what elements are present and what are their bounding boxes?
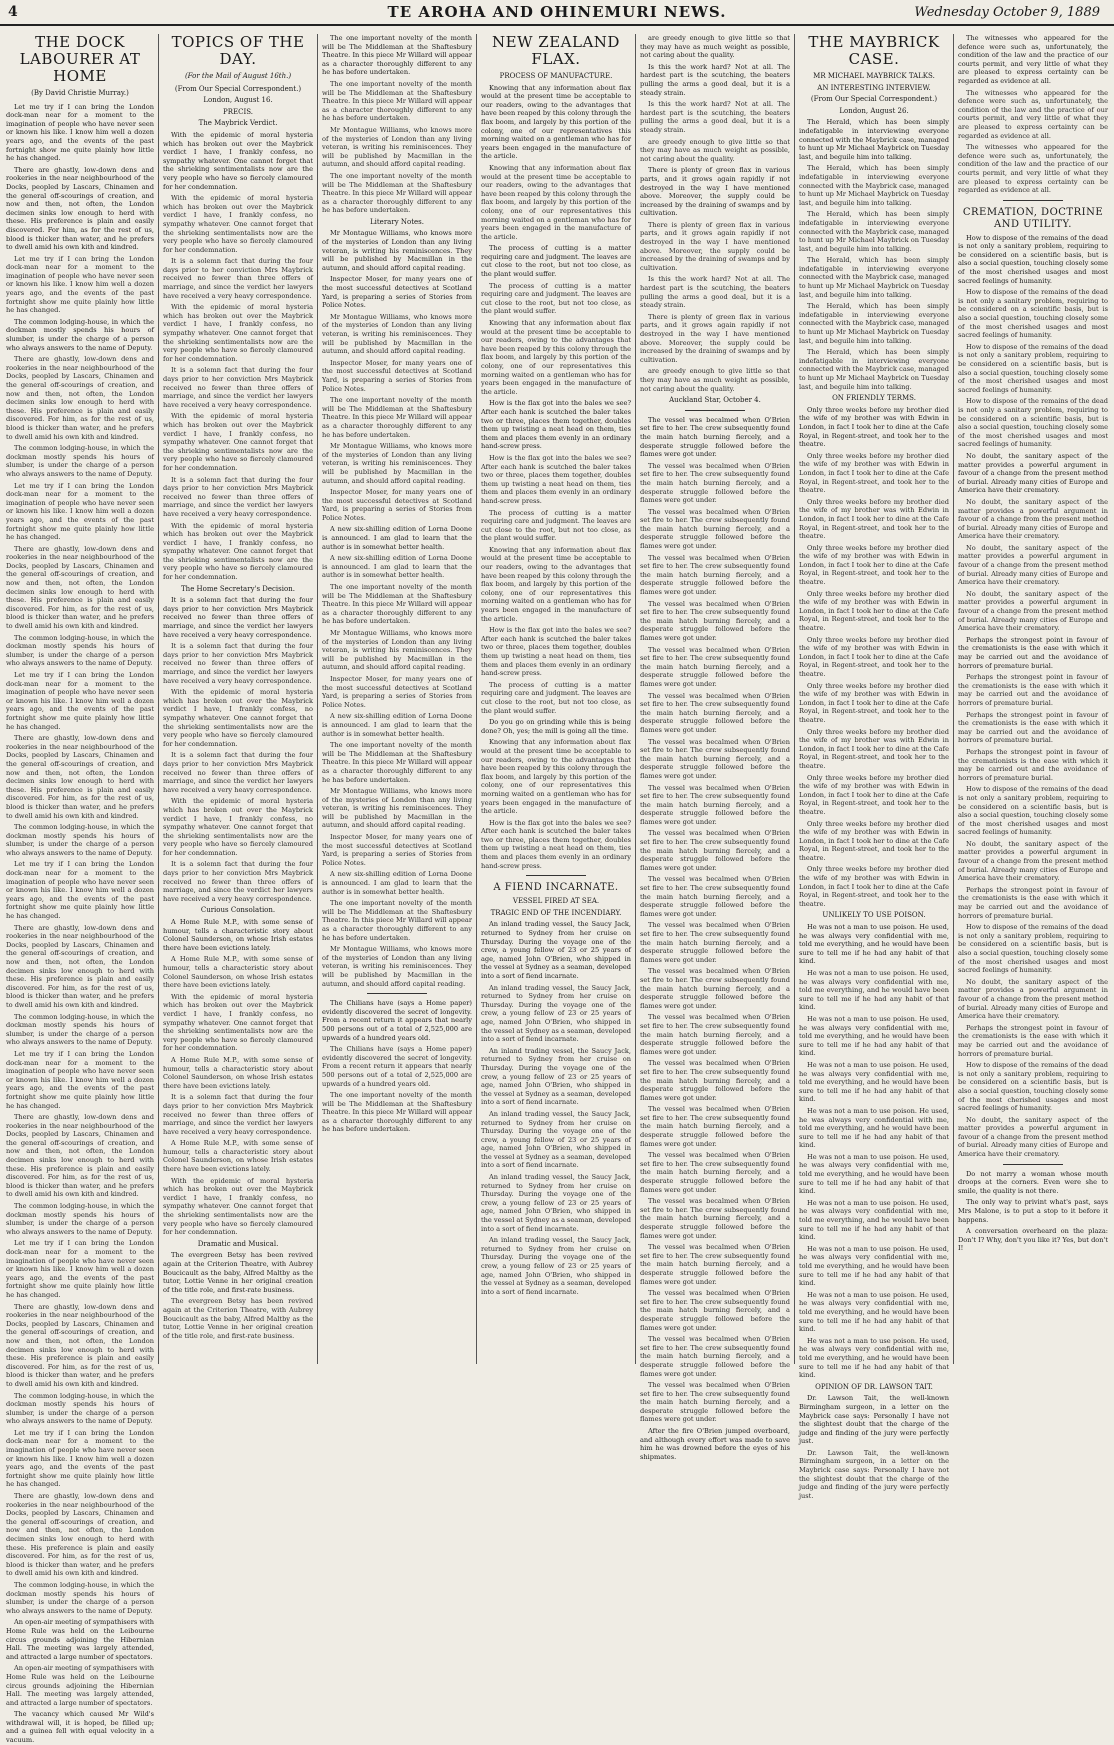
source-credit: Auckland Star, October 4. (669, 396, 761, 405)
paragraph: Mr Montague Williams, who knows more of the mysteries of London than any living veteran, is writing his reminiscences. They will be published by Macmillan in the autumn, and should afford capital reading. (322, 125, 472, 169)
paragraph: How to dispose of the remains of the dead is not only a sanitary problem, requiring to be considered on a scientific basis, but is also a social question, touching closely some of the most cherished usages and most sacred feelings of humanity. (958, 1061, 1108, 1113)
paragraph: A Home Rule M.P., with some sense of humour, tells a characteristic story about Colonel Saunderson, on whose Irish estates there have been evictions lately. (163, 1055, 313, 1090)
paragraph: With the epidemic of moral hysteria which has broken out over the Maybrick verdict I have, I frankly confess, no sympathy whatever. One cannot forget that the shrieking sentimentalists now are the very people who have so fiercely clamoured for her condemnation. (163, 521, 313, 582)
paragraph: Mr Montague Williams, who knows more of the mysteries of London than any living veteran, is writing his reminiscences. They will be published by Macmillan in the autumn, and should afford capital reading. (322, 229, 472, 272)
paragraph: With the epidemic of moral hysteria which has broken out over the Maybrick verdict I have, I frankly confess, no sympathy whatever. One cannot forget that the shrieking sentimentalists now are the very people who have so fiercely clamoured for her condemnation. (163, 194, 313, 254)
paragraph: Perhaps the strongest point in favour of the cremationists is the ease with which it may be carried out and the avoidance of horrors of premature burial. (958, 747, 1108, 782)
paragraph: He was not a man to use poison. He used, he was always very confidential with me, told me everything, and he would have been sure to tell me if he had any habit of that kind. (799, 1060, 949, 1104)
paragraph: He was not a man to use poison. He used, he was always very confidential with me, told me everything, and he would have been sure to tell me if he had any habit of that kind. (799, 1290, 949, 1334)
paragraph: The common lodging-house, in which the dockman mostly spends his hours of slumber, is under the charge of a person who always answers to the name of Deputy. (6, 444, 154, 478)
paragraph: Inspector Moser, for many years one of the most successful detectives at Scotland Yard, is preparing a series of Stories from Police Notes. (322, 275, 472, 310)
paragraph: Knowing that any information about flax would at the present time be acceptable to our readers, owing to the advantages that have been reaped by this colony through the flax boom, and largely by this portion of the colony, one of our representatives this morning waited on a gentleman who has for years been engaged in the manufacture of the article. (481, 319, 631, 396)
paragraph: The witnesses who appeared for the defence were such as, unfortunately, the condition of the law and the practice of our courts permit, and very little of what they are pleased to express certainty can be regarded as evidence at all. (958, 34, 1108, 85)
column-5 (638, 34, 792, 1461)
paragraph: The witnesses who appeared for the defence were such as, unfortunately, the condition of the law and the practice of our courts permit, and very little of what they are pleased to express certainty can be regarded as evidence at all. (958, 88, 1108, 140)
paragraph: No doubt, the sanitary aspect of the matter provides a powerful argument in favour of a change from the present method of burial. Already many cities of Europe and America have their crematory. (958, 543, 1108, 587)
paragraph: It is a solemn fact that during the four days prior to her conviction Mrs Maybrick received no fewer than three offers of marriage, and since the verdict her lawyers have received a very heavy correspondence. (163, 751, 313, 794)
divider (1003, 200, 1063, 201)
paragraph: He was not a man to use poison. He used, he was always very confidential with me, told me everything, and he would have been sure to tell me if he had any habit of that kind. (799, 1244, 949, 1288)
paragraph: With the epidemic of moral hysteria which has broken out over the Maybrick verdict I have, I frankly confess, no sympathy whatever. One cannot forget that the shrieking sentimentalists now are the very people who have so fiercely clamoured for her condemnation. (163, 797, 313, 857)
paragraph: Only three weeks before my brother died the wife of my brother was with Edwin in London, in fact I took her to dine at the Cafe Royal, in Regent-street, and took her to the theatre. (799, 451, 949, 495)
paragraph: He was not a man to use poison. He used, he was always very confidential with me, told me everything, and he would have been sure to tell me if he had any habit of that kind. (799, 1014, 949, 1058)
paragraph: The common lodging-house, in which the dockman mostly spends his hours of slumber, is under the charge of a person who always answers to the name of Deputy. (6, 823, 154, 857)
paragraph: With the epidemic of moral hysteria which has broken out over the Maybrick verdict I have, I frankly confess, no sympathy whatever. One cannot forget that the shrieking sentimentalists now are the very people who have so fiercely clamoured for her condemnation. (163, 1176, 313, 1237)
masthead (0, 0, 1114, 26)
column-rule (953, 34, 954, 1364)
page-number: 4 (8, 4, 18, 20)
paragraph: He was not a man to use poison. He used, he was always very confidential with me, told me everything, and he would have been sure to tell me if he had any habit of that kind. (799, 969, 949, 1012)
paragraph: Perhaps the strongest point in favour of the cremationists is the ease with which it may be carried out and the avoidance of horrors of premature burial. (958, 885, 1108, 920)
paragraph: There are ghastly, low-down dens and rookeries in the near neighbourhood of the Docks, peopled by Lascars, Chinamen and the general off-scourings of creation, and now and then, not often, the London decimen sinks low enough to herd with these. His preference is plain and easily discovered. For him, as for the rest of us, blood is thicker than water, and he prefers to dwell amid his own kith and kindred. (6, 165, 154, 252)
paragraph: The common lodging-house, in which the dockman mostly spends his hours of slumber, is under the charge of a person who always answers to the name of Deputy. (6, 1202, 154, 1236)
paragraph: No doubt, the sanitary aspect of the matter provides a powerful argument in favour of a change from the present method of burial. Already many cities of Europe and America have their crematory. (958, 1115, 1108, 1159)
paragraph: The vacancy which caused Mr Wild's withdrawal will, it is hoped, be filled up; and a guinea fell with equal velocity in a vacuum. (6, 1710, 154, 1745)
paragraph: The vessel was becalmed when O'Brien set fire to her. The crew subsequently found the main hatch burning fiercely, and a desperate struggle followed before the flames were got under. (640, 1105, 790, 1148)
column-2 (161, 34, 315, 1364)
subheadline: MR MICHAEL MAYBRICK TALKS. (813, 72, 935, 80)
paragraph: It is a solemn fact that during the four days prior to her conviction Mrs Maybrick received no fewer than three offers of marriage, and since the verdict her lawyers have received a very heavy correspondence. (163, 1093, 313, 1136)
paragraph: How to dispose of the remains of the dead is not only a sanitary problem, requiring to be considered on a scientific basis, but is also a social question, touching closely some of the most cherished usages and most sacred feelings of humanity. (958, 342, 1108, 394)
paragraph: Is this the work hard? Not at all. The hardest part is the scutching, the beaters pulling the arms a good deal, but it is a steady strain. (640, 275, 790, 310)
paragraph: The Herald, which has been simply indefatigable in interviewing everyone connected with the Maybrick case, managed to hunt up Mr Michael Maybrick on Tuesday last, and beguile him into talking. (799, 348, 949, 391)
paragraph: Mr Montague Williams, who knows more of the mysteries of London than any living veteran, is writing his reminiscences. They will be published by Macmillan in the autumn, and should afford capital reading. (322, 312, 472, 356)
paragraph: The vessel was becalmed when O'Brien set fire to her. The crew subsequently found the main hatch burning fiercely, and a desperate struggle followed before the flames were got under. (640, 1151, 790, 1194)
paragraph: How to dispose of the remains of the dead is not only a sanitary problem, requiring to be considered on a scientific basis, but is also a social question, touching closely some of the most cherished usages and most sacred feelings of humanity. (958, 288, 1108, 340)
section-title: Dramatic and Musical. (197, 1239, 279, 1248)
paragraph: The common lodging-house, in which the dockman mostly spends his hours of slumber, is under the charge of a person who always answers to the name of Deputy. (6, 1012, 154, 1047)
paragraph: The process of cutting is a matter requiring care and judgment. The leaves are cut close to the root, but not too close, as the plant would suffer. (481, 680, 631, 715)
section-title: The Home Secretary's Decision. (181, 584, 295, 593)
paragraph: It is a solemn fact that during the four days prior to her conviction Mrs Maybrick received no fewer than three offers of marriage, and since the verdict her lawyers have received a very heavy correspondence. (163, 642, 313, 685)
paragraph: A new six-shilling edition of Lorna Doone is announced. I am glad to learn that the author is in somewhat better health. (322, 870, 472, 896)
issue-date: Wednesday October 9, 1889 (914, 5, 1100, 20)
paragraph: He was not a man to use poison. He used, he was always very confidential with me, told me everything, and he would have been sure to tell me if he had any habit of that kind. (799, 1336, 949, 1380)
paragraph: A new six-shilling edition of Lorna Doone is announced. I am glad to learn that the author is in somewhat better health. (322, 554, 472, 580)
paragraph: The vessel was becalmed when O'Brien set fire to her. The crew subsequently found the main hatch burning fiercely, and a desperate struggle followed before the flames were got under. (640, 691, 790, 734)
paragraph: The common lodging-house, in which the dockman mostly spends his hours of slumber, is under the charge of a person who always answers to the name of Deputy. (6, 1580, 154, 1615)
paragraph: The vessel was becalmed when O'Brien set fire to her. The crew subsequently found the main hatch burning fiercely, and a desperate struggle followed before the flames were got under. (640, 553, 790, 597)
paragraph: With the epidemic of moral hysteria which has broken out over the Maybrick verdict I have, I frankly confess, no sympathy whatever. One cannot forget that the shrieking sentimentalists now are the very people who have so fiercely clamoured for her condemnation. (163, 303, 313, 363)
paragraph: No doubt, the sanitary aspect of the matter provides a powerful argument in favour of a change from the present method of burial. Already many cities of Europe and America have their crematory. (958, 839, 1108, 883)
paragraph: The vessel was becalmed when O'Brien set fire to her. The crew subsequently found the main hatch burning fiercely, and a desperate struggle followed before the flames were got under. (640, 461, 790, 505)
paragraph: A Home Rule M.P., with some sense of humour, tells a characteristic story about Colonel Saunderson, on whose Irish estates there have been evictions lately. (163, 955, 313, 990)
paragraph: An inland trading vessel, the Saucy Jack, returned to Sydney from her cruise on Thursday. During the voyage one of the crew, a young fellow of 23 or 25 years of age, named John O'Brien, who shipped in the vessel at Sydney as a seaman, developed into a sort of fiend incarnate. (481, 1173, 631, 1233)
paragraph: There are ghastly, low-down dens and rookeries in the near neighbourhood of the Docks, peopled by Lascars, Chinamen and the general off-scourings of creation, and now and then, not often, the London decimen sinks low enough to herd with these. His preference is plain and easily discovered. For him, as for the rest of us, blood is thicker than water, and he prefers to dwell amid his own kith and kindred. (6, 1492, 154, 1578)
paragraph: The Herald, which has been simply indefatigable in interviewing everyone connected with the Maybrick case, managed to hunt up Mr Michael Maybrick on Tuesday last, and beguile him into talking. (799, 210, 949, 253)
paragraph: The vessel was becalmed when O'Brien set fire to her. The crew subsequently found the main hatch burning fiercely, and a desperate struggle followed before the flames were got under. (640, 829, 790, 872)
article-headline: CREMATION, DOCTRINE AND UTILITY. (962, 206, 1104, 230)
paragraph: are greedy enough to give little so that they may have as much weight as possible, not caring about the quality. (640, 367, 790, 393)
paragraph: Only three weeks before my brother died the wife of my brother was with Edwin in London, in fact I took her to dine at the Cafe Royal, in Regent-street, and took her to the theatre. (799, 865, 949, 908)
paragraph: The common lodging-house, in which the dockman mostly spends his hours of slumber, is under the charge of a person who always answers to the name of Deputy. (6, 1391, 154, 1426)
paragraph: Dr. Lawson Tait, the well-known Birmingham surgeon, in a letter on the Maybrick case says: Personally I have not the slightest doubt that the charge of the judge and finding of the jury were perfectly just. (799, 1448, 949, 1500)
paragraph: Dr. Lawson Tait, the well-known Birmingham surgeon, in a letter on the Maybrick case says: Personally I have not the slightest doubt that the charge of the judge and finding of the jury were perfectly just. (799, 1394, 949, 1446)
paragraph: The vessel was becalmed when O'Brien set fire to her. The crew subsequently found the main hatch burning fiercely, and a desperate struggle followed before the flames were got under. (640, 1381, 790, 1424)
section-title: OPINION OF DR. LAWSON TAIT. (815, 1382, 933, 1391)
paragraph: The vessel was becalmed when O'Brien set fire to her. The crew subsequently found the main hatch burning fiercely, and a desperate struggle followed before the flames were got under. (640, 1335, 790, 1378)
paragraph: The one important novelty of the month will be The Middleman at the Shaftesbury Theatre. In this piece Mr Willard will appear as a character thoroughly different to any he has before undertaken. (322, 899, 472, 942)
paragraph: How to dispose of the remains of the dead is not only a sanitary problem, requiring to be considered on a scientific basis, but is also a social question, touching closely some of the most cherished usages and most sacred feelings of humanity. (958, 397, 1108, 449)
paragraph: The Chilians have (says a Home paper) evidently discovered the secret of longevity. From a recent return it appears that nearly 500 persons out of a total of 2,525,000 are upwards of a hundred years old. (322, 999, 472, 1042)
article-headline: NEW ZEALAND FLAX. (492, 33, 620, 68)
paragraph: How to dispose of the remains of the dead is not only a sanitary problem, requiring to be considered on a scientific basis, but is also a social question, touching closely some of the most cherished usages and most sacred feelings of humanity. (958, 923, 1108, 975)
paragraph: The vessel was becalmed when O'Brien set fire to her. The crew subsequently found the main hatch burning fiercely, and a desperate struggle followed before the flames were got under. (640, 967, 790, 1010)
paragraph: The evergreen Betsy has been revived again at the Criterion Theatre, with Aubrey Boucicault as the baby, Alfred Maltby as the tutor, Lottie Venne in her original creation of the title role, and first-rate business. (163, 1297, 313, 1340)
paragraph: How is the flax got into the bales we see? After each hank is scutched the baler takes two or three, places them together, doubles them up twisting a neat head on them, ties them and places them evenly in an ordinary hand-screw press. (481, 818, 631, 870)
paragraph: No doubt, the sanitary aspect of the matter provides a powerful argument in favour of a change from the present method of burial. Already many cities of Europe and America have their crematory. (958, 589, 1108, 633)
paragraph: The vessel was becalmed when O'Brien set fire to her. The crew subsequently found the main hatch burning fiercely, and a desperate struggle followed before the flames were got under. (640, 599, 790, 642)
paragraph: Let me try if I can bring the London dock-man near for a moment to the imagination of people who have never seen or known his like. I know him well a dozen years ago, and the events of the past fortnight show me quite plainly how little he has changed. (6, 102, 154, 163)
paragraph: The Herald, which has been simply indefatigable in interviewing everyone connected with the Maybrick case, managed to hunt up Mr Michael Maybrick on Tuesday last, and beguile him into talking. (799, 118, 949, 161)
paragraph: The vessel was becalmed when O'Brien set fire to her. The crew subsequently found the main hatch burning fiercely, and a desperate struggle followed before the flames were got under. (640, 415, 790, 459)
paragraph: The vessel was becalmed when O'Brien set fire to her. The crew subsequently found the main hatch burning fiercely, and a desperate struggle followed before the flames were got under. (640, 875, 790, 918)
divider (367, 993, 427, 994)
section-title: ON FRIENDLY TERMS. (832, 394, 916, 403)
paragraph: It is a solemn fact that during the four days prior to her conviction Mrs Maybrick received no fewer than three offers of marriage, and since the verdict her lawyers have received a very heavy correspondence. (163, 366, 313, 409)
paragraph: Perhaps the strongest point in favour of the cremationists is the ease with which it may be carried out and the avoidance of horrors of premature burial. (958, 635, 1108, 670)
paper-title: TE AROHA AND OHINEMURI NEWS. (387, 3, 727, 21)
precis-label: PRECIS. (223, 107, 253, 116)
paragraph: It is a solemn fact that during the four days prior to her conviction Mrs Maybrick received no fewer than three offers of marriage, and since the verdict her lawyers have received a very heavy correspondence. (163, 257, 313, 300)
paragraph: Only three weeks before my brother died the wife of my brother was with Edwin in London, in fact I took her to dine at the Cafe Royal, in Regent-street, and took her to the theatre. (799, 589, 949, 633)
paragraph: Perhaps the strongest point in favour of the cremationists is the ease with which it may be carried out and the avoidance of horrors of premature burial. (958, 1023, 1108, 1058)
paragraph: A new six-shilling edition of Lorna Doone is announced. I am glad to learn that the author is in somewhat better health. (322, 712, 472, 738)
paragraph: The one important novelty of the month will be The Middleman at the Shaftesbury Theatre. In this piece Mr Willard will appear as a character thoroughly different to any he has before undertaken. (322, 396, 472, 439)
article-headline: TOPICS OF THE DAY. (171, 33, 305, 68)
paragraph: Do you go on grinding while this is being done? Oh, yes; the mill is going all the time. (481, 718, 631, 735)
paragraph: Mr Montague Williams, who knows more of the mysteries of London than any living veteran, is writing his reminiscences. They will be published by Macmillan in the autumn, and should afford capital reading. (322, 787, 472, 830)
paragraph: He was not a man to use poison. He used, he was always very confidential with me, told me everything, and he would have been sure to tell me if he had any habit of that kind. (799, 1152, 949, 1196)
paragraph: Knowing that any information about flax would at the present time be acceptable to our readers, owing to the advantages that have been reaped by this colony through the flax boom, and largely by this portion of the colony, one of our representatives this morning waited on a gentleman who has for years been engaged in the manufacture of the article. (481, 163, 631, 241)
paragraph: An inland trading vessel, the Saucy Jack, returned to Sydney from her cruise on Thursday. During the voyage one of the crew, a young fellow of 23 or 25 years of age, named John O'Brien, who shipped in the vessel at Sydney as a seaman, developed into a sort of fiend incarnate. (481, 1109, 631, 1170)
paragraph: He was not a man to use poison. He used, he was always very confidential with me, told me everything, and he would have been sure to tell me if he had any habit of that kind. (799, 1106, 949, 1150)
divider (1003, 1164, 1063, 1165)
paragraph: Let me try if I can bring the London dock-man near for a moment to the imagination of people who have never seen or known his like. I know him well a dozen years ago, and the events of the past fortnight show me quite plainly how little he has changed. (6, 481, 154, 542)
paragraph: The Herald, which has been simply indefatigable in interviewing everyone connected with the Maybrick case, managed to hunt up Mr Michael Maybrick on Tuesday last, and beguile him into talking. (799, 256, 949, 299)
paragraph: It is a solemn fact that during the four days prior to her conviction Mrs Maybrick received no fewer than three offers of marriage, and since the verdict her lawyers have received a very heavy correspondence. (163, 860, 313, 903)
column-7 (956, 34, 1110, 1364)
paragraph: Mr Montague Williams, who knows more of the mysteries of London than any living veteran, is writing his reminiscences. They will be published by Macmillan in the autumn, and should afford capital reading. (322, 442, 472, 485)
paragraph: Inspector Moser, for many years one of the most successful detectives at Scotland Yard, is preparing a series of Stories from Police Notes. (322, 358, 472, 393)
paragraph: An open-air meeting of sympathisers with Home Rule was held on the Leibourne circus grounds adjoining the Hibernian Hall. The meeting was largely attended, and attracted a large number of spectators. (6, 1664, 154, 1707)
paragraph: With the epidemic of moral hysteria which has broken out over the Maybrick verdict I have, I frankly confess, no sympathy whatever. One cannot forget that the shrieking sentimentalists now are the very people who have so fiercely clamoured for her condemnation. (163, 130, 313, 191)
paragraph: Perhaps the strongest point in favour of the cremationists is the ease with which it may be carried out and the avoidance of horrors of premature burial. (958, 673, 1108, 707)
paragraph: The vessel was becalmed when O'Brien set fire to her. The crew subsequently found the main hatch burning fiercely, and a desperate struggle followed before the flames were got under. (640, 507, 790, 551)
paragraph: With the epidemic of moral hysteria which has broken out over the Maybrick verdict I have, I frankly confess, no sympathy whatever. One cannot forget that the shrieking sentimentalists now are the very people who have so fiercely clamoured for her condemnation. (163, 992, 313, 1053)
paragraph: No doubt, the sanitary aspect of the matter provides a powerful argument in favour of a change from the present method of burial. Already many cities of Europe and America have their crematory. (958, 451, 1108, 495)
dateline: (From Our Special Correspondent.) (174, 84, 302, 93)
paragraph: are greedy enough to give little so that they may have as much weight as possible, not caring about the quality. (640, 137, 790, 163)
paragraph: The vessel was becalmed when O'Brien set fire to her. The crew subsequently found the main hatch burning fiercely, and a desperate struggle followed before the flames were got under. (640, 1243, 790, 1286)
section-title: Curious Consolation. (200, 906, 276, 915)
paragraph: The vessel was becalmed when O'Brien set fire to her. The crew subsequently found the main hatch burning fiercely, and a desperate struggle followed before the flames were got under. (640, 1059, 790, 1102)
paragraph: How is the flax got into the bales we see? After each hank is scutched the baler takes two or three, places them together, doubles them up twisting a neat head on them, ties them and places them evenly in an ordinary hand-screw press. (481, 453, 631, 505)
paragraph: With the epidemic of moral hysteria which has broken out over the Maybrick verdict I have, I frankly confess, no sympathy whatever. One cannot forget that the shrieking sentimentalists now are the very people who have so fiercely clamoured for her condemnation. (163, 688, 313, 748)
paragraph: A Home Rule M.P., with some sense of humour, tells a characteristic story about Colonel Saunderson, on whose Irish estates there have been evictions lately. (163, 918, 313, 952)
paragraph: Only three weeks before my brother died the wife of my brother was with Edwin in London, in fact I took her to dine at the Cafe Royal, in Regent-street, and took her to the theatre. (799, 681, 949, 724)
column-4 (479, 34, 633, 1364)
paragraph: Inspector Moser, for many years one of the most successful detectives at Scotland Yard, is preparing a series of Stories from Police Notes. (322, 488, 472, 522)
paragraph: Is this the work hard? Not at all. The hardest part is the scutching, the beaters pulling the arms a good deal, but it is a steady strain. (640, 62, 790, 97)
subline: (For the Mail of August 16th.) (184, 72, 292, 80)
byline: (By David Christie Murray.) (31, 89, 129, 97)
paragraph: The one important novelty of the month will be The Middleman at the Shaftesbury Theatre. In this piece Mr Willard will appear as a character thoroughly different to any he has before undertaken. (322, 171, 472, 215)
paragraph: How is the flax got into the bales we see? After each hank is scutched the baler takes two or three, places them together, doubles them up twisting a neat head on them, ties them and places them evenly in an ordinary hand-screw press. (481, 399, 631, 451)
subheadline: AN INTERESTING INTERVIEW. (817, 83, 931, 92)
paragraph: How to dispose of the remains of the dead is not only a sanitary problem, requiring to be considered on a scientific basis, but is also a social question, touching closely some of the most cherished usages and most sacred feelings of humanity. (958, 785, 1108, 837)
paragraph: He was not a man to use poison. He used, he was always very confidential with me, told me everything, and he would have been sure to tell me if he had any habit of that kind. (799, 1198, 949, 1242)
paragraph: No doubt, the sanitary aspect of the matter provides a powerful argument in favour of a change from the present method of burial. Already many cities of Europe and America have their crematory. (958, 497, 1108, 541)
column-rule (794, 34, 795, 1364)
paragraph: The Herald, which has been simply indefatigable in interviewing everyone connected with the Maybrick case, managed to hunt up Mr Michael Maybrick on Tuesday last, and beguile him into talking. (799, 302, 949, 345)
paragraph: There are ghastly, low-down dens and rookeries in the near neighbourhood of the Docks, peopled by Lascars, Chinamen and the general off-scourings of creation, and now and then, not often, the London decimen sinks low enough to herd with these. His preference is plain and easily discovered. For him, as for the rest of us, blood is thicker than water, and he prefers to dwell amid his own kith and kindred. (6, 923, 154, 1009)
paragraph: Do not marry a woman whose mouth droops at the corners. Even were she to smile, the quality is not there. (958, 1169, 1108, 1195)
paragraph: The witnesses who appeared for the defence were such as, unfortunately, the condition of the law and the practice of our courts permit, and very little of what they are pleased to express certainty can be regarded as evidence at all. (958, 143, 1108, 195)
column-3 (320, 34, 474, 1364)
paragraph: The common lodging-house, in which the dockman mostly spends his hours of slumber, is under the charge of a person who always answers to the name of Deputy. (6, 633, 154, 668)
article-headline: A FIEND INCARNATE. (493, 882, 619, 894)
paragraph: An open-air meeting of sympathisers with Home Rule was held on the Leibourne circus grounds adjoining the Hibernian Hall. The meeting was largely attended, and attracted a large number of spectators. (6, 1618, 154, 1661)
paragraph: The vessel was becalmed when O'Brien set fire to her. The crew subsequently found the main hatch burning fiercely, and a desperate struggle followed before the flames were got under. (640, 1197, 790, 1240)
paragraph: The common lodging-house, in which the dockman mostly spends his hours of slumber, is under the charge of a person who always answers to the name of Deputy. (6, 317, 154, 352)
subheadline: TRAGIC END OF THE INCENDIARY. (490, 908, 622, 917)
column-rule (158, 34, 159, 1364)
paragraph: It is a solemn fact that during the four days prior to her conviction Mrs Maybrick received no fewer than three offers of marriage, and since the verdict her lawyers have received a very heavy correspondence. (163, 596, 313, 639)
paragraph: No doubt, the sanitary aspect of the matter provides a powerful argument in favour of a change from the present method of burial. Already many cities of Europe and America have their crematory. (958, 977, 1108, 1021)
paragraph: Knowing that any information about flax would at the present time be acceptable to our readers, owing to the advantages that have been reaped by this colony through the flax boom, and largely by this portion of the colony, one of our representatives this morning waited on a gentleman who has for years been engaged in the manufacture of the article. (481, 738, 631, 816)
paragraph: There is plenty of green flax in various parts, and it grows again rapidly if not destroyed in the way I have mentioned above. Moreover, the supply could be increased by the draining of swamps and by cultivation. (640, 312, 790, 364)
paragraph: An inland trading vessel, the Saucy Jack, returned to Sydney from her cruise on Thursday. During the voyage one of the crew, a young fellow of 23 or 25 years of age, named John O'Brien, who shipped in the vessel at Sydney as a seaman, developed into a sort of fiend incarnate. (481, 920, 631, 980)
section-title: The Maybrick Verdict. (198, 119, 278, 128)
paragraph: Perhaps the strongest point in favour of the cremationists is the ease with which it may be carried out and the avoidance of horrors of premature burial. (958, 710, 1108, 745)
paragraph: Only three weeks before my brother died the wife of my brother was with Edwin in London, in fact I took her to dine at the Cafe Royal, in Regent-street, and took her to the theatre. (799, 819, 949, 862)
paragraph: The process of cutting is a matter requiring care and judgment. The leaves are cut close to the root, but not too close, as the plant would suffer. (481, 281, 631, 316)
paragraph: The vessel was becalmed when O'Brien set fire to her. The crew subsequently found the main hatch burning fiercely, and a desperate struggle followed before the flames were got under. (640, 645, 790, 688)
paragraph: He was not a man to use poison. He used, he was always very confidential with me, told me everything, and he would have been sure to tell me if he had any habit of that kind. (799, 923, 949, 966)
paragraph: An inland trading vessel, the Saucy Jack, returned to Sydney from her cruise on Thursday. During the voyage one of the crew, a young fellow of 23 or 25 years of age, named John O'Brien, who shipped in the vessel at Sydney as a seaman, developed into a sort of fiend incarnate. (481, 1046, 631, 1107)
paragraph: Only three weeks before my brother died the wife of my brother was with Edwin in London, in fact I took her to dine at the Cafe Royal, in Regent-street, and took her to the theatre. (799, 497, 949, 541)
section-title: UNLIKELY TO USE POISON. (822, 911, 926, 920)
paragraph: The vessel was becalmed when O'Brien set fire to her. The crew subsequently found the main hatch burning fiercely, and a desperate struggle followed before the flames were got under. (640, 783, 790, 826)
paragraph: The vessel was becalmed when O'Brien set fire to her. The crew subsequently found the main hatch burning fiercely, and a desperate struggle followed before the flames were got under. (640, 1289, 790, 1332)
divider (685, 410, 745, 411)
column-1 (4, 33, 156, 1745)
paragraph: There are ghastly, low-down dens and rookeries in the near neighbourhood of the Docks, peopled by Lascars, Chinamen and the general off-scourings of creation, and now and then, not often, the London decimen sinks low enough to herd with these. His preference is plain and easily discovered. For him, as for the rest of us, blood is thicker than water, and he prefers to dwell amid his own kith and kindred. (6, 734, 154, 820)
place-date: London, August 16. (203, 96, 273, 105)
paragraph: There are ghastly, low-down dens and rookeries in the near neighbourhood of the Docks, peopled by Lascars, Chinamen and the general off-scourings of creation, and now and then, not often, the London decimen sinks low enough to herd with these. His preference is plain and easily discovered. For him, as for the rest of us, blood is thicker than water, and he prefers to dwell amid his own kith and kindred. (6, 1113, 154, 1199)
paragraph: There are ghastly, low-down dens and rookeries in the near neighbourhood of the Docks, peopled by Lascars, Chinamen and the general off-scourings of creation, and now and then, not often, the London decimen sinks low enough to herd with these. His preference is plain and easily discovered. For him, as for the rest of us, blood is thicker than water, and he prefers to dwell amid his own kith and kindred. (6, 355, 154, 441)
paragraph: Only three weeks before my brother died the wife of my brother was with Edwin in London, in fact I took her to dine at the Cafe Royal, in Regent-street, and took her to the theatre. (799, 635, 949, 678)
paragraph: The one important novelty of the month will be The Middleman at the Shaftesbury Theatre. In this piece Mr Willard will appear as a character thoroughly different to any he has before undertaken. (322, 583, 472, 626)
paragraph: The evergreen Betsy has been revived again at the Criterion Theatre, with Aubrey Boucicault as the baby, Alfred Maltby as the tutor, Lottie Venne in her original creation of the title role, and first-rate business. (163, 1251, 313, 1294)
paragraph: The Herald, which has been simply indefatigable in interviewing everyone connected with the Maybrick case, managed to hunt up Mr Michael Maybrick on Tuesday last, and beguile him into talking. (799, 164, 949, 207)
article-headline: THE DOCK LABOURER AT HOME (19, 33, 141, 85)
paragraph: Only three weeks before my brother died the wife of my brother was with Edwin in London, in fact I took her to dine at the Cafe Royal, in Regent-street, and took her to the theatre. (799, 727, 949, 770)
column-rule (317, 34, 318, 1364)
paragraph: There are ghastly, low-down dens and rookeries in the near neighbourhood of the Docks, peopled by Lascars, Chinamen and the general off-scourings of creation, and now and then, not often, the London decimen sinks low enough to herd with these. His preference is plain and easily discovered. For him, as for the rest of us, blood is thicker than water, and he prefers to dwell amid his own kith and kindred. (6, 1302, 154, 1388)
paragraph: Only three weeks before my brother died the wife of my brother was with Edwin in London, in fact I took her to dine at the Cafe Royal, in Regent-street, and took her to the theatre. (799, 543, 949, 587)
paragraph: The process of cutting is a matter requiring care and judgment. The leaves are cut close to the root, but not too close, as the plant would suffer. (481, 508, 631, 543)
paragraph: There is plenty of green flax in various parts, and it grows again rapidly if not destroyed in the way I have mentioned above. Moreover, the supply could be increased by the draining of swamps and by cultivation. (640, 220, 790, 272)
paragraph: Let me try if I can bring the London dock-man near for a moment to the imagination of people who have never seen or known his like. I know him well a dozen years ago, and the events of the past fortnight show me quite plainly how little he has changed. (6, 1239, 154, 1299)
paragraph: Let me try if I can bring the London dock-man near for a moment to the imagination of people who have never seen or known his like. I know him well a dozen years ago, and the events of the past fortnight show me quite plainly how little he has changed. (6, 671, 154, 731)
column-rule (635, 34, 636, 1364)
column-6 (797, 33, 951, 1500)
paragraph: Let me try if I can bring the London dock-man near for a moment to the imagination of people who have never seen or known his like. I know him well a dozen years ago, and the events of the past fortnight show me quite plainly how little he has changed. (6, 254, 154, 315)
paragraph: Knowing that any information about flax would at the present time be acceptable to our readers, owing to the advantages that have been reaped by this colony through the flax boom, and largely by this portion of the colony, one of our representatives this morning waited on a gentleman who has for years been engaged in the manufacture of the article. (481, 545, 631, 623)
paragraph: Mr Montague Williams, who knows more of the mysteries of London than any living veteran, is writing his reminiscences. They will be published by Macmillan in the autumn, and should afford capital reading. (322, 629, 472, 672)
column-rule (476, 34, 477, 1364)
paragraph: The one important novelty of the month will be The Middleman at the Shaftesbury Theatre. In this piece Mr Willard will appear as a character thoroughly different to any he has before undertaken. (322, 741, 472, 784)
dateline: (From Our Special Correspondent.) (810, 95, 938, 104)
paragraph: Is this the work hard? Not at all. The hardest part is the scutching, the beaters pulling the arms a good deal, but it is a steady strain. (640, 100, 790, 134)
paragraph: With the epidemic of moral hysteria which has broken out over the Maybrick verdict I have, I frankly confess, no sympathy whatever. One cannot forget that the shrieking sentimentalists now are the very people who have so fiercely clamoured for her condemnation. (163, 412, 313, 472)
subheadline: PROCESS OF MANUFACTURE. (499, 72, 613, 80)
section-title: Literary Notes. (369, 217, 424, 226)
paragraph: The only way to privint what's past, says Mrs Malone, is to put a stop to it before it happens. (958, 1198, 1108, 1224)
paragraph: The vessel was becalmed when O'Brien set fire to her. The crew subsequently found the main hatch burning fiercely, and a desperate struggle followed before the flames were got under. (640, 1013, 790, 1056)
paragraph: Mr Montague Williams, who knows more of the mysteries of London than any living veteran, is writing his reminiscences. They will be published by Macmillan in the autumn, and should afford capital reading. (322, 945, 472, 988)
divider (526, 875, 586, 876)
paragraph: Let me try if I can bring the London dock-man near for a moment to the imagination of people who have never seen or known his like. I know him well a dozen years ago, and the events of the past fortnight show me quite plainly how little he has changed. (6, 860, 154, 921)
paragraph: How is the flax got into the bales we see? After each hank is scutched the baler takes two or three, places them together, doubles them up twisting a neat head on them, ties them and places them evenly in an ordinary hand-screw press. (481, 626, 631, 678)
paragraph: The one important novelty of the month will be The Middleman at the Shaftesbury Theatre. In this piece Mr Willard will appear as a character thoroughly different to any he has before undertaken. (322, 34, 472, 77)
paragraph: The process of cutting is a matter requiring care and judgment. The leaves are cut close to the root, but not too close, as the plant would suffer. (481, 244, 631, 279)
place-date: London, August 26. (839, 106, 909, 115)
paragraph: An inland trading vessel, the Saucy Jack, returned to Sydney from her cruise on Thursday. During the voyage one of the crew, a young fellow of 23 or 25 years of age, named John O'Brien, who shipped in the vessel at Sydney as a seaman, developed into a sort of fiend incarnate. (481, 983, 631, 1044)
paragraph: Let me try if I can bring the London dock-man near for a moment to the imagination of people who have never seen or known his like. I know him well a dozen years ago, and the events of the past fortnight show me quite plainly how little he has changed. (6, 1428, 154, 1489)
paragraph: Knowing that any information about flax would at the present time be acceptable to our readers, owing to the advantages that have been reaped by this colony through the flax boom, and largely by this portion of the colony, one of our representatives this morning waited on a gentleman who has for years been engaged in the manufacture of the article. (481, 83, 631, 161)
paragraph: The one important novelty of the month will be The Middleman at the Shaftesbury Theatre. In this piece Mr Willard will appear as a character thoroughly different to any he has before undertaken. (322, 79, 472, 123)
paragraph: Inspector Moser, for many years one of the most successful detectives at Scotland Yard, is preparing a series of Stories from Police Notes. (322, 674, 472, 709)
paragraph: After the fire O'Brien jumped overboard, and although every effort was made to save him he was drowned before the eyes of his shipmates. (640, 1427, 790, 1461)
paragraph: Let me try if I can bring the London dock-man near for a moment to the imagination of people who have never seen or known his like. I know him well a dozen years ago, and the events of the past fortnight show me quite plainly how little he has changed. (6, 1049, 154, 1110)
paragraph: Only three weeks before my brother died the wife of my brother was with Edwin in London, in fact I took her to dine at the Cafe Royal, in Regent-street, and took her to the theatre. (799, 773, 949, 816)
paragraph: The one important novelty of the month will be The Middleman at the Shaftesbury Theatre. In this piece Mr Willard will appear as a character thoroughly different to any he has before undertaken. (322, 1091, 472, 1134)
paragraph: There is plenty of green flax in various parts, and it grows again rapidly if not destroyed in the way I have mentioned above. Moreover, the supply could be increased by the draining of swamps and by cultivation. (640, 166, 790, 218)
paragraph: The vessel was becalmed when O'Brien set fire to her. The crew subsequently found the main hatch burning fiercely, and a desperate struggle followed before the flames were got under. (640, 921, 790, 964)
article-headline: THE MAYBRICK CASE. (808, 33, 940, 68)
paragraph: There are ghastly, low-down dens and rookeries in the near neighbourhood of the Docks, peopled by Lascars, Chinamen and the general off-scourings of creation, and now and then, not often, the London decimen sinks low enough to herd with these. His preference is plain and easily discovered. For him, as for the rest of us, blood is thicker than water, and he prefers to dwell amid his own kith and kindred. (6, 544, 154, 631)
paragraph: Inspector Moser, for many years one of the most successful detectives at Scotland Yard, is preparing a series of Stories from Police Notes. (322, 833, 472, 867)
paragraph: are greedy enough to give little so that they may have as much weight as possible, not caring about the quality. (640, 34, 790, 60)
paragraph: Only three weeks before my brother died the wife of my brother was with Edwin in London, in fact I took her to dine at the Cafe Royal, in Regent-street, and took her to the theatre. (799, 405, 949, 449)
paragraph: The vessel was becalmed when O'Brien set fire to her. The crew subsequently found the main hatch burning fiercely, and a desperate struggle followed before the flames were got under. (640, 737, 790, 780)
paragraph: A new six-shilling edition of Lorna Doone is announced. I am glad to learn that the author is in somewhat better health. (322, 525, 472, 551)
subheadline: VESSEL FIRED AT SEA. (512, 897, 600, 906)
paragraph: How to dispose of the remains of the dead is not only a sanitary problem, requiring to be considered on a scientific basis, but is also a social question, touching closely some of the most cherished usages and most sacred feelings of humanity. (958, 233, 1108, 285)
paragraph: A Home Rule M.P., with some sense of humour, tells a characteristic story about Colonel Saunderson, on whose Irish estates there have been evictions lately. (163, 1139, 313, 1174)
paragraph: A conversation overheard on the plaza: Don't I? Why, don't you like it? Yes, but don't I! (958, 1227, 1108, 1253)
paragraph: It is a solemn fact that during the four days prior to her conviction Mrs Maybrick received no fewer than three offers of marriage, and since the verdict her lawyers have received a very heavy correspondence. (163, 475, 313, 518)
paragraph: An inland trading vessel, the Saucy Jack, returned to Sydney from her cruise on Thursday. During the voyage one of the crew, a young fellow of 23 or 25 years of age, named John O'Brien, who shipped in the vessel at Sydney as a seaman, developed into a sort of fiend incarnate. (481, 1236, 631, 1296)
paragraph: The Chilians have (says a Home paper) evidently discovered the secret of longevity. From a recent return it appears that nearly 500 persons out of a total of 2,525,000 are upwards of a hundred years old. (322, 1045, 472, 1088)
